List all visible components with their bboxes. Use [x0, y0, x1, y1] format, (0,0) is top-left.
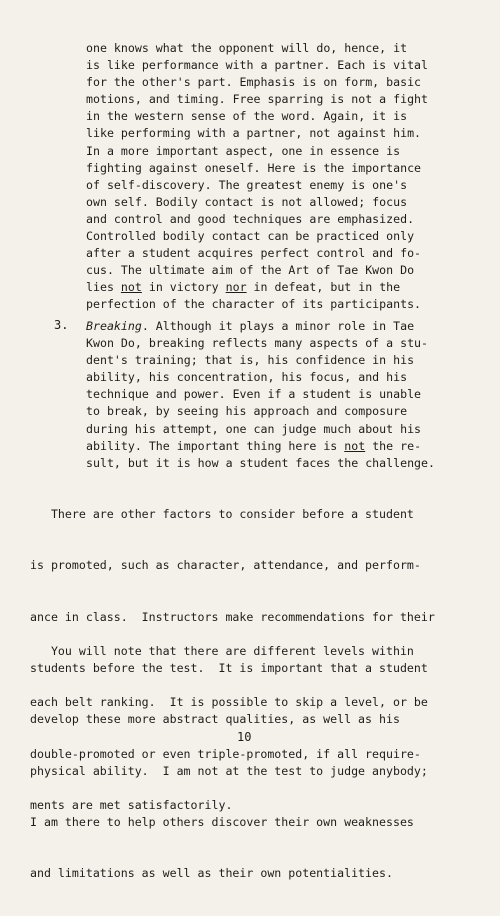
text-line: double-promoted or even triple-promoted, if all require- [30, 746, 421, 761]
text-line-not [86, 438, 435, 455]
text-line: own self. Bodily contact is not allowed; focus [86, 194, 408, 209]
text-line-aim [86, 279, 428, 296]
page-number: 10 [237, 730, 252, 744]
list-number: 3. [54, 318, 69, 332]
text-fragment: in victory [141, 280, 226, 295]
underlined-not: not [120, 280, 142, 295]
text-line: ments are met satisfactorily. [30, 798, 233, 813]
text-line: Controlled bodily contact can be practiced only [86, 229, 415, 244]
text-line: physical ability. I am not at the test to judge anybody; [30, 763, 428, 778]
breaking-paragraph [86, 318, 435, 472]
text-line: sult, but it is how a student faces the challenge. [86, 455, 436, 470]
text-fragment: the re- [365, 438, 422, 453]
text-line: each belt ranking. It is possible to skip a level, or be [30, 695, 428, 710]
text-line: There are other factors to consider before a student [30, 507, 414, 522]
text-line: motions, and timing. Free sparring is not a fight [86, 92, 429, 107]
underlined-nor: nor [225, 280, 247, 295]
text-line: and control and good techniques are emphasized. [86, 211, 415, 226]
text-line: students before the test. It is important that a student [30, 661, 428, 676]
text-fragment: in defeat, but in the [246, 280, 401, 295]
text-line: cus. The ultimate aim of the Art of Tae Kwon Do [86, 263, 415, 278]
text-line: in the western sense of the word. Again, it is [86, 109, 408, 124]
text-line: You will note that there are different levels within [30, 644, 414, 659]
text-line: ance in class. Instructors make recommendations for their [30, 609, 435, 624]
text-line: technique and power. Even if a student is unable [86, 387, 422, 402]
text-line: and limitations as well as their own potentialities. [30, 866, 393, 881]
text-line: one knows what the opponent will do, hence, it [86, 41, 408, 55]
text-line: during his attempt, one can judge much about his [86, 421, 422, 436]
text-line: dent's training; that is, his confidence in his [86, 353, 415, 368]
text-line: like performing with a partner, not against him. [86, 126, 422, 141]
text-line: In a more important aspect, one in essence is [86, 143, 401, 158]
text-line: is like performance with a partner. Each is vital [86, 58, 429, 73]
text-line: of self-discovery. The greatest enemy is one's [86, 177, 408, 192]
text-line: ability, his concentration, his focus, and his [86, 370, 408, 385]
text-fragment: lies [86, 280, 121, 295]
text-line: is promoted, such as character, attendance, and perform- [30, 558, 421, 573]
sparring-paragraph [86, 40, 428, 314]
belt-levels-paragraph [30, 609, 428, 848]
text-line: I am there to help others discover their own weaknesses [30, 814, 414, 829]
text-fragment: . Although it plays a minor role in Tae [141, 319, 415, 333]
underlined-not: not [344, 438, 366, 453]
text-line-heading [86, 318, 435, 335]
text-line: develop these more abstract qualities, as well as his [30, 712, 400, 727]
breaking-heading: Breaking [86, 319, 142, 333]
text-line: to break, by seeing his approach and composure [86, 404, 408, 419]
text-fragment: ability. The important thing here is [86, 438, 345, 453]
text-line: for the other's part. Emphasis is on form, basic [86, 75, 422, 90]
text-line: Kwon Do, breaking reflects many aspects of a stu- [86, 336, 429, 351]
text-line: fighting against oneself. Here is the importance [86, 160, 422, 175]
text-line: after a student acquires perfect control and fo- [86, 246, 422, 261]
text-line: perfection of the character of its participants. [86, 297, 422, 312]
